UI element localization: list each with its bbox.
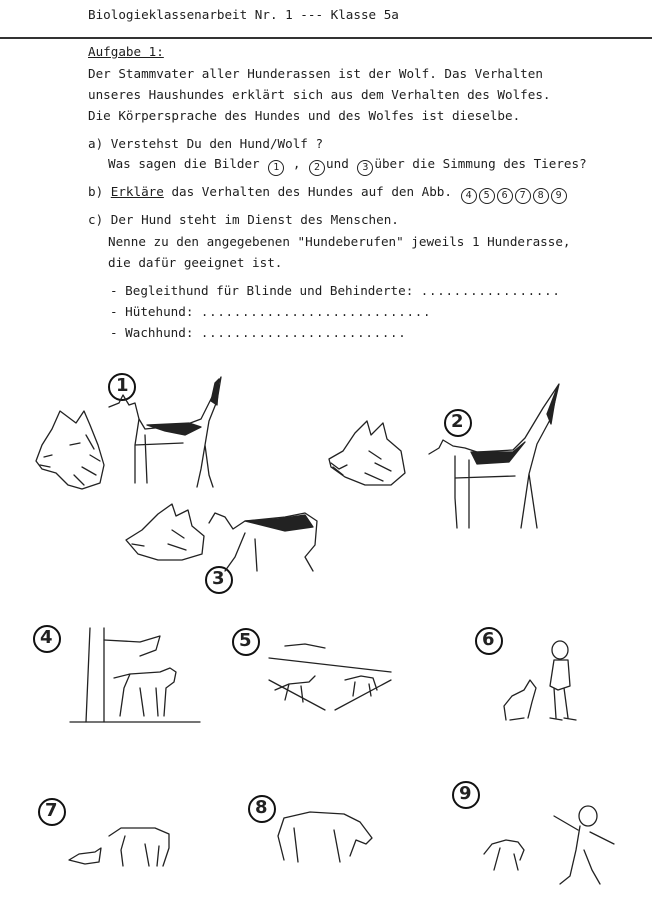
figure-number: 5 <box>239 630 252 651</box>
header-rule <box>0 37 652 39</box>
question-a-line2: Was sagen die Bilder 1 , 2 und 3 über die Simmung des Tieres? <box>108 158 587 176</box>
answer-dotted-line: ............................ <box>201 305 432 319</box>
intro-line: unseres Haushundes erklärt sich aus dem Verhalten des Wolfes. <box>88 87 551 102</box>
figure-number: 4 <box>40 627 53 648</box>
figure-number: 2 <box>451 411 464 432</box>
figure-number: 1 <box>116 375 129 396</box>
underlined-verb: Erkläre <box>110 184 164 199</box>
ref-number: 9 <box>551 188 567 204</box>
answer-item: - Wachhund: ......................... <box>110 325 407 340</box>
figure-number: 7 <box>45 800 58 821</box>
answer-dotted-line: ......................... <box>201 326 407 340</box>
dog-chasing-person-sketch <box>480 800 630 890</box>
dog-aggressive-sketch <box>425 378 565 538</box>
dogs-dominance-sketch <box>65 820 180 870</box>
intro-line: Der Stammvater aller Hunderassen ist der Wolf. Das Verhalten <box>88 66 543 81</box>
answer-item: - Hütehund: ............................ <box>110 304 432 319</box>
dog-at-tree-sketch <box>70 628 200 728</box>
question-c-line1: c) Der Hund steht im Dienst des Menschen. <box>88 212 399 227</box>
intro-line: Die Körpersprache des Hundes und des Wolfes ist dieselbe. <box>88 108 521 123</box>
ref-number: 2 <box>309 160 325 176</box>
question-b: b) Erkläre das Verhalten des Hundes auf den Abb. 4 5 6 7 8 9 <box>88 186 568 204</box>
dog-and-person-sketch <box>500 640 590 725</box>
question-c-line2: Nenne zu den angegebenen "Hundeberufen" jeweils 1 Hunderasse, <box>108 234 571 249</box>
figure-number: 8 <box>255 797 268 818</box>
dog-standing-sketch <box>105 375 225 495</box>
ref-number: 5 <box>479 188 495 204</box>
wolf-snarl-sketch <box>325 415 415 490</box>
figure-number: 3 <box>212 568 225 589</box>
answer-dotted-line: ................. <box>420 284 561 298</box>
answer-item: - Begleithund für Blinde und Behinderte: ................. <box>110 283 561 298</box>
dog-crouching-sketch <box>205 505 325 585</box>
ref-number: 1 <box>268 160 284 176</box>
ref-number: 3 <box>357 160 373 176</box>
wolf-submissive-sketch <box>122 500 212 565</box>
figure-number: 6 <box>482 629 495 650</box>
dogs-on-road-sketch <box>265 640 395 710</box>
figure-number: 9 <box>459 783 472 804</box>
page-header-title: Biologieklassenarbeit Nr. 1 --- Klasse 5a <box>88 7 399 22</box>
ref-number: 8 <box>533 188 549 204</box>
ref-number: 4 <box>461 188 477 204</box>
question-c-line3: die dafür geeignet ist. <box>108 255 283 270</box>
question-a-line1: a) Verstehst Du den Hund/Wolf ? <box>88 136 324 151</box>
task-heading: Aufgabe 1: <box>88 44 164 59</box>
dog-sneaking-sketch <box>270 808 380 868</box>
ref-number: 7 <box>515 188 531 204</box>
ref-number: 6 <box>497 188 513 204</box>
wolf-head-sketch <box>30 405 110 495</box>
